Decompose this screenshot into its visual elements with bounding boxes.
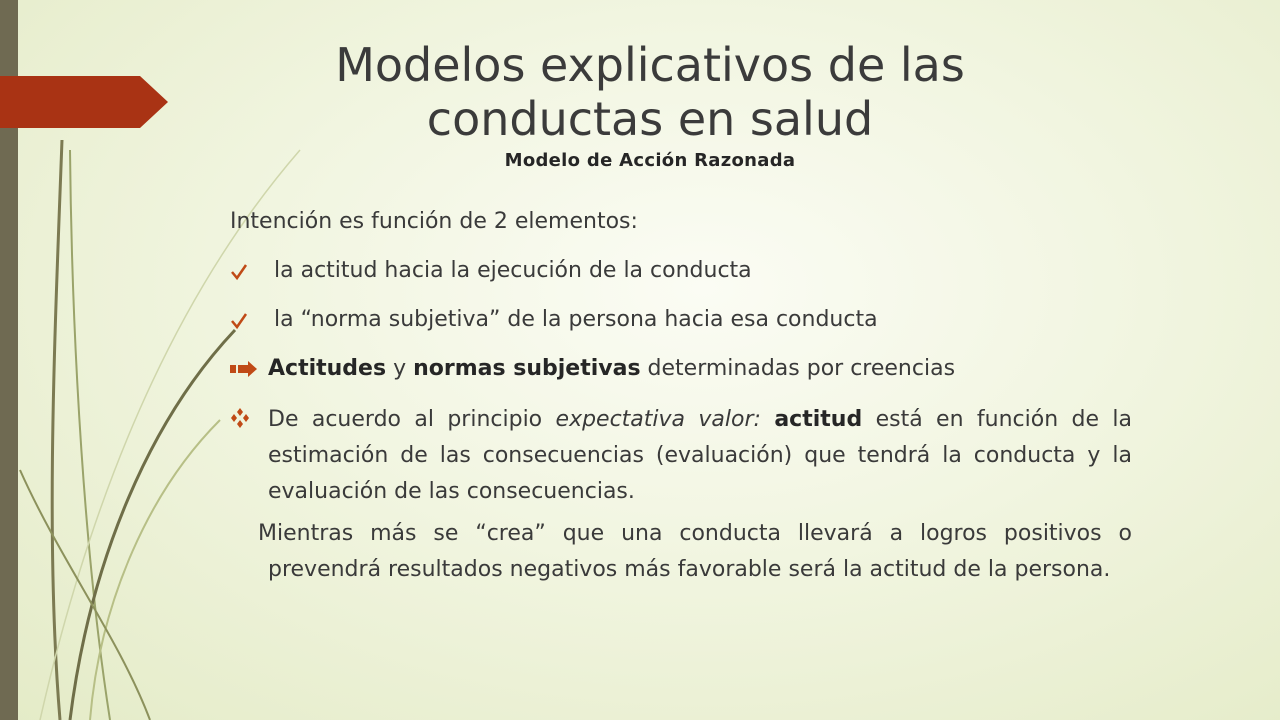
bold-actitudes: Actitudes bbox=[268, 356, 387, 381]
check-item-1 bbox=[230, 255, 1132, 287]
four-diamonds-icon bbox=[230, 402, 262, 434]
slide-title: Modelos explicativos de las conductas en salud bbox=[335, 38, 965, 146]
check-icon bbox=[230, 255, 262, 287]
arrow-item: Actitudes y normas subjetivas determinadas por creencias bbox=[230, 353, 1132, 385]
red-arrow-tab bbox=[0, 76, 168, 128]
check-item-text: la actitud hacia la ejecución de la conducta bbox=[274, 258, 752, 283]
bold-normas: normas subjetivas bbox=[413, 356, 641, 381]
check-item-text: la “norma subjetiva” de la persona hacia esa conducta bbox=[274, 307, 878, 332]
arrow-right-icon bbox=[230, 353, 262, 385]
slide-subtitle: Modelo de Acción Razonada bbox=[504, 150, 796, 171]
slide-content bbox=[230, 206, 1132, 588]
check-item-2 bbox=[230, 304, 1132, 336]
intro-text: Intención es función de 2 elementos: bbox=[230, 209, 638, 234]
diamond-item: De acuerdo al principio expectativa valor: actitud está en función de la estimación de las consecuencias (evaluación) que tendrá la conducta y la evaluación de las consecuencias. bbox=[230, 402, 1132, 510]
check-icon bbox=[230, 304, 262, 336]
closing-paragraph: Mientras más se “crea” que una conducta llevará a logros positivos o prevendrá resultados negativos más favorable será la actitud de la persona. bbox=[258, 521, 1132, 582]
